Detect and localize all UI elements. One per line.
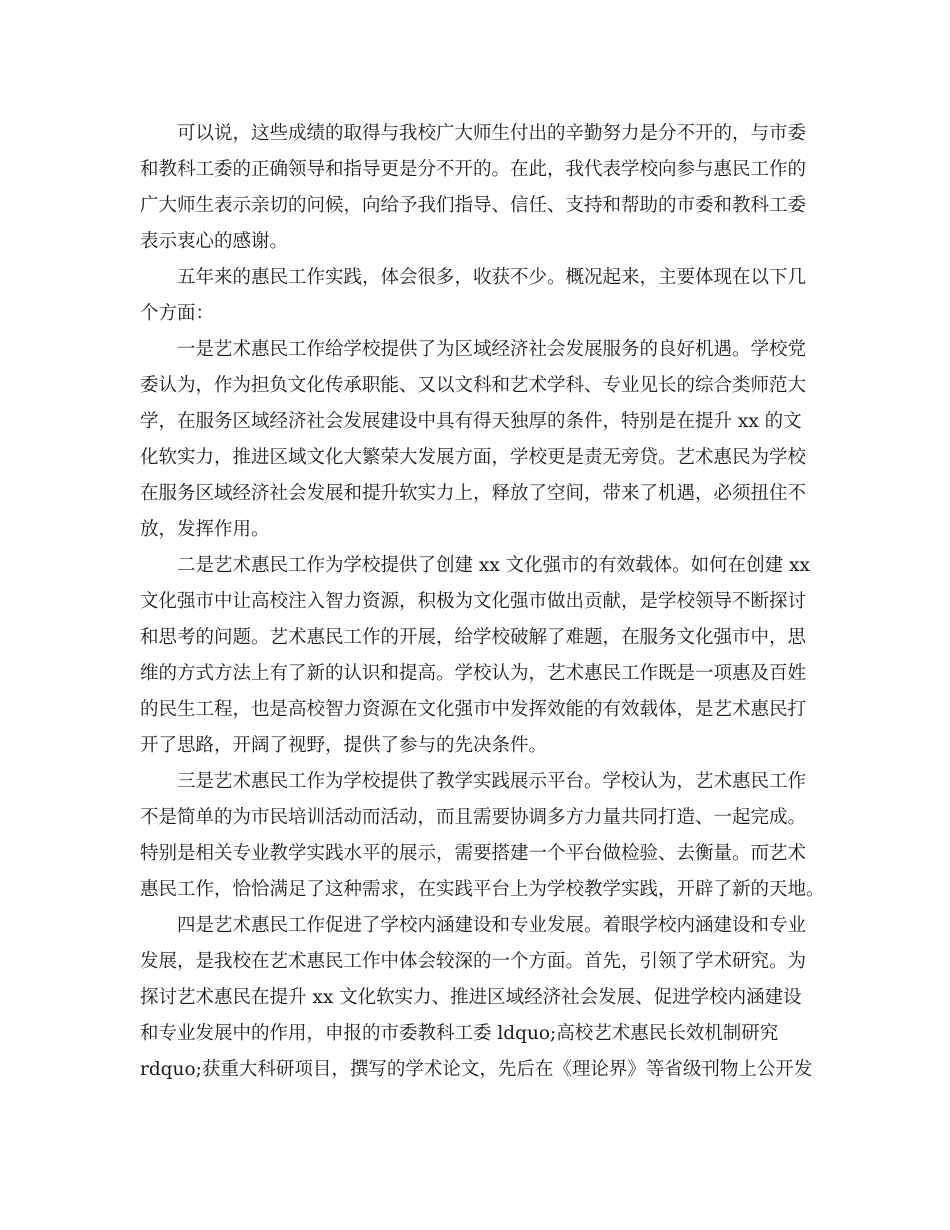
text-line: 发展，是我校在艺术惠民工作中体会较深的一个方面。首先，引领了学术研究。为: [140, 951, 807, 972]
text-line: 三是艺术惠民工作为学校提供了教学实践展示平台。学校认为，艺术惠民工作: [177, 771, 807, 792]
text-line: rdquo;获重大科研项目，撰写的学术论文，先后在《理论界》等省级刊物上公开发: [140, 1059, 813, 1080]
text-line: 化软实力，推进区域文化大繁荣大发展方面，学校更是责无旁贷。艺术惠民为学校: [140, 447, 807, 468]
text-line: 文化强市中让高校注入智力资源，积极为文化强市做出贡献，是学校领导不断探讨: [140, 591, 807, 612]
text-line: 放，发挥作用。: [140, 519, 270, 540]
text-line: 二是艺术惠民工作为学校提供了创建 xx 文化强市的有效载体。如何在创建 xx: [177, 555, 810, 576]
text-line: 在服务区域经济社会发展和提升软实力上，释放了空间，带来了机遇，必须扭住不: [140, 483, 807, 504]
text-line: 委认为，作为担负文化传承职能、又以文科和艺术学科、专业见长的综合类师范大: [140, 375, 807, 396]
text-line: 四是艺术惠民工作促进了学校内涵建设和专业发展。着眼学校内涵建设和专业: [177, 915, 807, 936]
text-line: 惠民工作，恰恰满足了这种需求，在实践平台上为学校教学实践，开辟了新的天地。: [140, 879, 825, 900]
text-line: 和思考的问题。艺术惠民工作的开展，给学校破解了难题，在服务文化强市中，思: [140, 627, 807, 648]
text-line: 探讨艺术惠民在提升 xx 文化软实力、推进区域经济社会发展、促进学校内涵建设: [140, 987, 802, 1008]
text-line: 广大师生表示亲切的问候，向给予我们指导、信任、支持和帮助的市委和教科工委: [140, 195, 807, 216]
document-body: [140, 116, 825, 1088]
text-line: 可以说，这些成绩的取得与我校广大师生付出的辛勤努力是分不开的，与市委: [177, 123, 807, 144]
text-line: 的民生工程，也是高校智力资源在文化强市中发挥效能的有效载体，是艺术惠民打: [140, 699, 807, 720]
text-line: 学，在服务区域经济社会发展建设中具有得天独厚的条件，特别是在提升 xx 的文: [140, 411, 802, 432]
text-line: 开了思路，开阔了视野，提供了参与的先决条件。: [140, 735, 548, 756]
text-line: 表示衷心的感谢。: [140, 231, 289, 252]
text-line: 维的方式方法上有了新的认识和提高。学校认为，艺术惠民工作既是一项惠及百姓: [140, 663, 807, 684]
text-line: 和教科工委的正确领导和指导更是分不开的。在此，我代表学校向参与惠民工作的: [140, 159, 807, 180]
text-line: 五年来的惠民工作实践，体会很多，收获不少。概况起来，主要体现在以下几: [177, 267, 807, 288]
text-line: 一是艺术惠民工作给学校提供了为区域经济社会发展服务的良好机遇。学校党: [177, 339, 807, 360]
text-line: 特别是相关专业教学实践水平的展示，需要搭建一个平台做检验、去衡量。而艺术: [140, 843, 807, 864]
text-line: 个方面：: [140, 303, 215, 324]
text-line: 不是简单的为市民培训活动而活动，而且需要协调多方力量共同打造、一起完成。: [140, 807, 807, 828]
text-line: 和专业发展中的作用，申报的市委教科工委 ldquo;高校艺术惠民长效机制研究: [140, 1023, 779, 1044]
